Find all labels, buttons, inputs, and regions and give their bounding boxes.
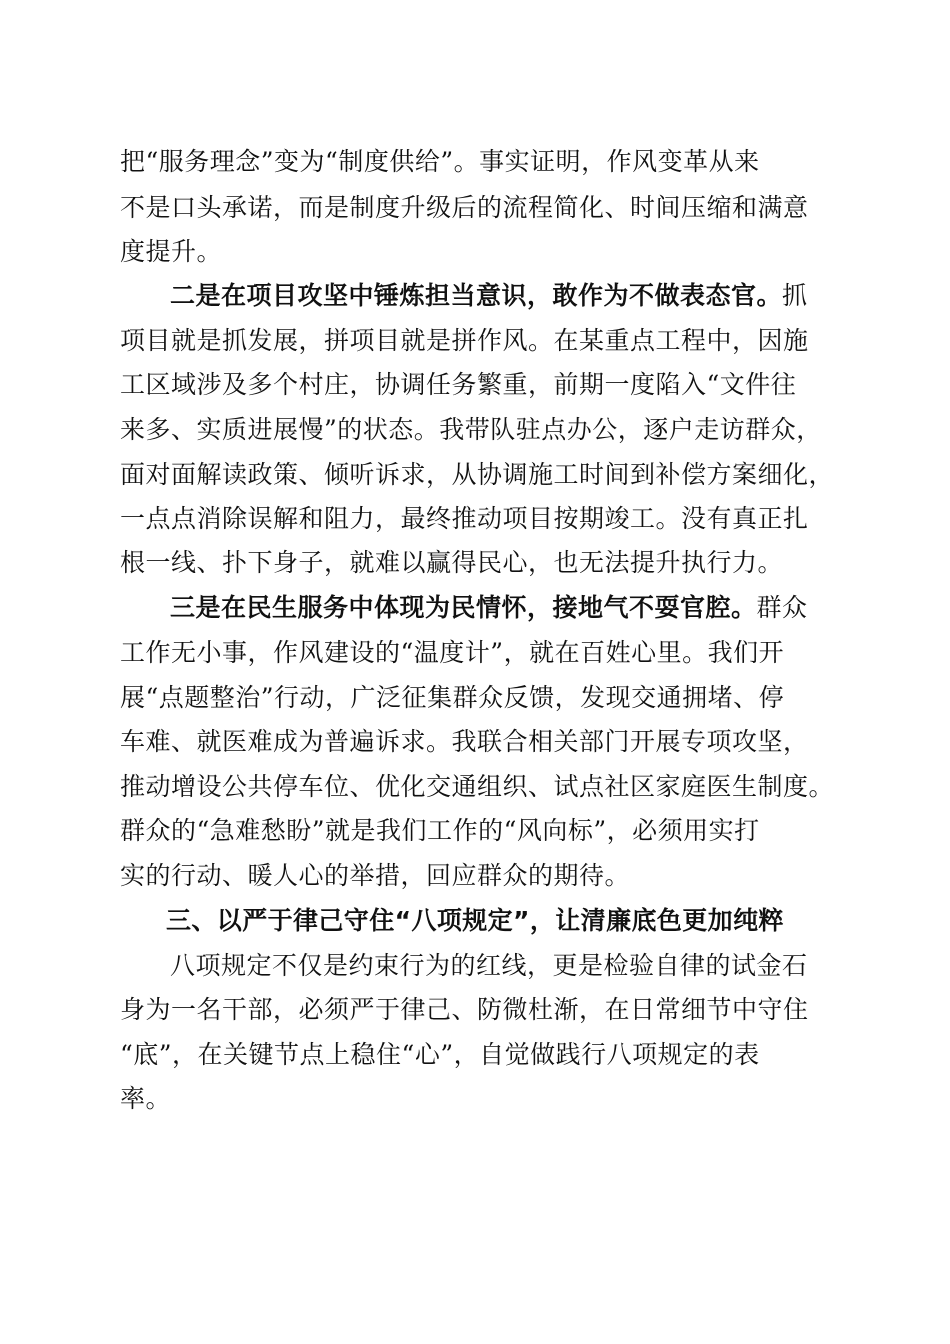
paragraph-3-line-6: 群众的“急难愁盼”就是我们工作的“风向标”，必须用实打 (120, 816, 760, 845)
paragraph-3-line-1 (170, 588, 808, 628)
paragraph-3-line-7: 实的行动、暖人心的举措，回应群众的期待。 (120, 861, 631, 890)
paragraph-3-lead: 三是在民生服务中体现为民情怀，接地气不耍官腔。 (170, 593, 757, 622)
paragraph-3-line-4: 车难、就医难成为普遍诉求。我联合相关部门开展专项攻坚， (120, 727, 809, 756)
paragraph-4-line-3: “底”，在关键节点上稳住“心”，自觉做践行八项规定的表 (120, 1040, 760, 1069)
paragraph-1-line-2: 不是口头承诺，而是制度升级后的流程简化、时间压缩和满意 (120, 193, 809, 222)
paragraph-1-line-3: 度提升。 (120, 237, 223, 266)
paragraph-4-line-2: 身为一名干部，必须严于律己、防微杜渐，在日常细节中守住 (120, 995, 809, 1024)
paragraph-4-line-4: 率。 (120, 1084, 172, 1113)
section-heading: 三、以严于律己守住“八项规定”，让清廉底色更加纯粹 (166, 906, 784, 935)
paragraph-3-lead-tail: 群众 (756, 593, 808, 622)
paragraph-1-line-1: 把“服务理念”变为“制度供给”。事实证明，作风变革从来 (120, 147, 760, 176)
paragraph-3-line-2: 工作无小事，作风建设的“温度计”，就在百姓心里。我们开 (120, 638, 785, 667)
paragraph-2-line-4: 来多、实质进展慢”的状态。我带队驻点办公，逐户走访群众， (120, 415, 822, 444)
paragraph-3-line-5: 推动增设公共停车位、优化交通组织、试点社区家庭医生制度。 (120, 772, 835, 801)
paragraph-2-line-7: 根一线、扑下身子，就难以赢得民心，也无法提升执行力。 (120, 548, 784, 577)
paragraph-2-line-5: 面对面解读政策、倾听诉求，从协调施工时间到补偿方案细化， (120, 460, 835, 489)
paragraph-2-line-6: 一点点消除误解和阻力，最终推动项目按期竣工。没有真正扎 (120, 504, 809, 533)
paragraph-2-line-3: 工区域涉及多个村庄，协调任务繁重，前期一度陷入“文件往 (120, 370, 797, 399)
paragraph-2-line-2: 项目就是抓发展，拼项目就是拼作风。在某重点工程中，因施 (120, 326, 809, 355)
paragraph-2-lead-tail: 抓 (782, 281, 808, 310)
paragraph-2-line-1 (170, 276, 808, 316)
paragraph-2-lead: 二是在项目攻坚中锤炼担当意识，敢作为不做表态官。 (170, 281, 783, 310)
paragraph-4-line-1: 八项规定不仅是约束行为的红线，更是检验自律的试金石 (170, 951, 808, 980)
paragraph-3-line-3: 展“点题整治”行动，广泛征集群众反馈，发现交通拥堵、停 (120, 683, 785, 712)
